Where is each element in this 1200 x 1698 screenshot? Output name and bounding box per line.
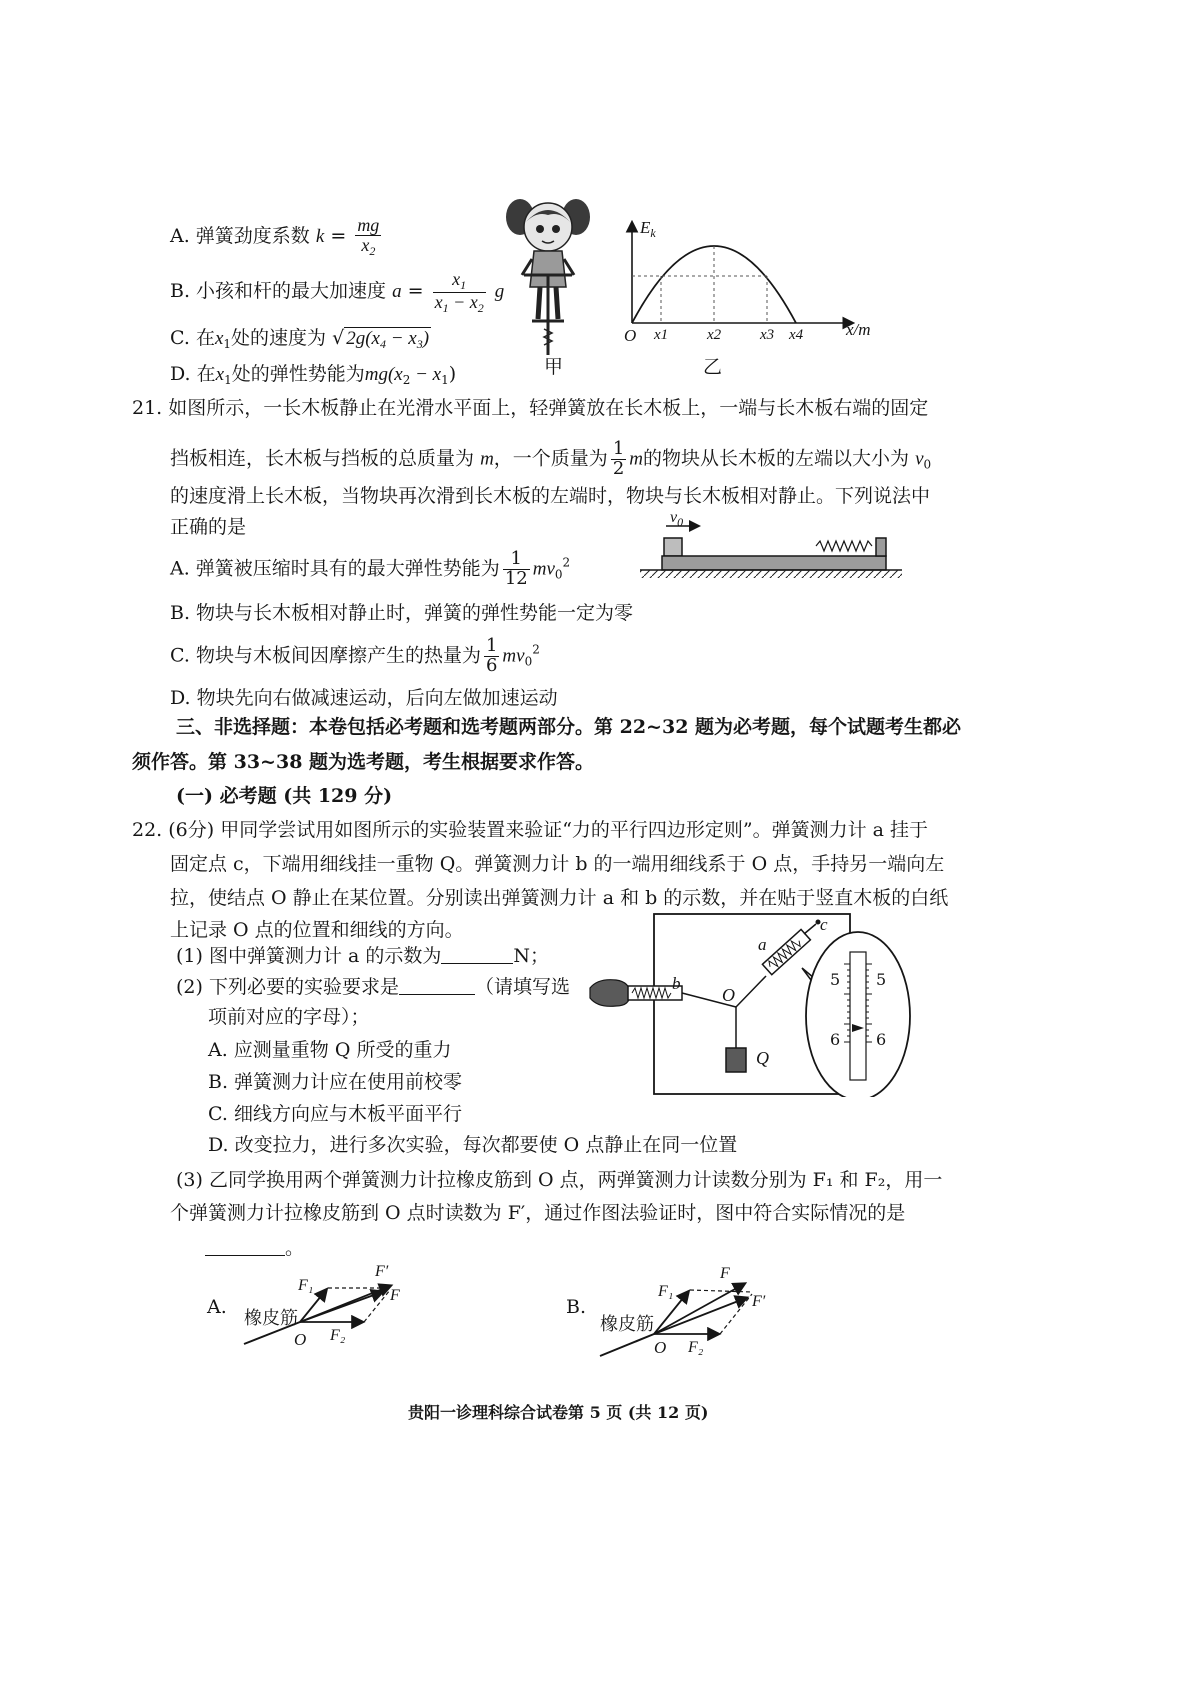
graph-origin: O xyxy=(624,326,637,345)
page-footer: 贵阳一诊理科综合试卷第 5 页 (共 12 页) xyxy=(408,1403,709,1422)
q20-option-d-end: ) xyxy=(448,363,457,385)
q21-option-c xyxy=(170,637,540,676)
choice-a-f-label: F xyxy=(390,1287,400,1304)
choice-a-label: A. xyxy=(207,1296,227,1318)
q20-option-b-eq: = xyxy=(407,280,424,303)
q20-option-c-x: x xyxy=(214,328,224,349)
q20-option-b-den-sub1: 1 xyxy=(442,300,449,315)
q22-part2-line2: 项前对应的字母）； xyxy=(208,1006,370,1028)
q20-option-d-x: x xyxy=(215,364,225,385)
graph-tick-x1: x1 xyxy=(654,327,669,343)
q21-line2-v: v xyxy=(915,448,924,470)
q20-option-b-num-sub: 1 xyxy=(460,278,467,292)
q20-option-d-minus: − x xyxy=(410,364,442,385)
q20-option-c-root-sub1: 4 xyxy=(379,337,386,351)
q21-option-b: B. 物块与长木板相对静止时，弹簧的弹性势能一定为零 xyxy=(170,602,634,624)
choice-a-f2-label: F₂ xyxy=(330,1327,346,1344)
graph-ylabel-e: E xyxy=(640,218,651,237)
figure-label-yi: 乙 xyxy=(703,356,723,378)
q22-option-a: A. 应测量重物 Q 所受的重力 xyxy=(208,1039,452,1061)
q21-option-a-den: 12 xyxy=(504,567,528,589)
q21-line2-m2: m xyxy=(629,448,643,470)
q20-option-b-fraction xyxy=(433,270,486,314)
q21-option-c-fraction xyxy=(484,637,499,676)
q22-part1-post: N； xyxy=(513,945,550,967)
hand-icon xyxy=(590,980,630,1007)
choice-a-fprime-label: F′ xyxy=(375,1263,389,1280)
choice-a-rubber-label: 橡皮筋 xyxy=(244,1308,298,1329)
q21-option-c-expr: mv xyxy=(502,645,525,667)
q20-option-c-root-sub2: 3 xyxy=(416,337,423,351)
q20-option-c-root-mid: − x xyxy=(385,328,417,349)
q20-option-b-den xyxy=(433,293,486,315)
q22-part3-answer xyxy=(205,1237,304,1260)
section3-line1: 三、非选择题：本卷包括必考题和选考题两部分。第 22~32 题为必考题，每个试题考生都必 xyxy=(176,716,962,738)
q21-option-c-den: 6 xyxy=(485,654,498,676)
q20-option-d-pre: D. 在 xyxy=(170,363,216,385)
q22-part2 xyxy=(176,976,570,999)
scale-label-5-left: 5 xyxy=(830,970,841,989)
choice-a-f1-label: F₁ xyxy=(298,1277,314,1294)
q20-option-b-den-sub2: 2 xyxy=(477,300,484,315)
q20-option-a-eq: = xyxy=(330,224,347,247)
graph-tick-x3: x3 xyxy=(760,327,775,343)
figure-label-jia: 甲 xyxy=(544,356,564,378)
spring xyxy=(816,541,872,551)
q21-line3: 的速度滑上长木板，当物块再次滑到长木板的左端时，物块与长木板相对静止。下列说法中 xyxy=(170,485,931,507)
q21-line2-num: 1 xyxy=(612,438,625,459)
q20-option-c-root: 2g(x xyxy=(346,328,380,349)
fig-label-a: a xyxy=(758,935,767,954)
q21-option-a-sup: 2 xyxy=(562,555,571,570)
small-block xyxy=(664,538,682,556)
q22-part3-line2: 个弹簧测力计拉橡皮筋到 O 点时读数为 F′，通过作图法验证时，图中符合实际情况的是 xyxy=(170,1202,906,1224)
graph-ylabel xyxy=(640,218,656,240)
q20-option-b-num xyxy=(433,270,486,293)
q20-option-a xyxy=(170,216,384,257)
q21-option-a xyxy=(170,550,570,589)
choice-b-o-label: O xyxy=(654,1338,667,1357)
q20-option-a-den-sub: 2 xyxy=(369,243,376,258)
board-velocity-sub: 0 xyxy=(677,515,684,529)
choice-b-rubber-band xyxy=(600,1334,654,1356)
section3-subheading: (一) 必考题 (共 129 分) xyxy=(176,785,393,807)
q21-option-c-num: 1 xyxy=(485,635,498,656)
q21-option-c-sup: 2 xyxy=(532,642,540,657)
graph-tick-x2: x2 xyxy=(707,327,722,343)
q21-line2-m: m xyxy=(480,448,494,470)
fig-label-o: O xyxy=(722,985,735,1005)
scale-label-6-left: 6 xyxy=(830,1030,841,1049)
board-velocity-v: v xyxy=(670,509,678,526)
q20-option-c-pre: C. 在 xyxy=(170,327,215,349)
q21-option-a-sub: 0 xyxy=(554,567,563,582)
choice-b-f-label: F xyxy=(720,1265,730,1282)
q22-part3-line1: (3) 乙同学换用两个弹簧测力计拉橡皮筋到 O 点，两弹簧测力计读数分别为 F₁ 和 F₂，用一 xyxy=(176,1169,943,1191)
q22-line1: 22. (6分) 甲同学尝试用如图所示的实验装置来验证“力的平行四边形定则”。弹簧测力计 a 挂于 xyxy=(132,819,929,841)
q21-option-c-sub: 0 xyxy=(524,654,533,669)
weight-q xyxy=(726,1048,746,1072)
q20-option-a-num: mg xyxy=(357,215,380,235)
q21-option-a-expr: mv xyxy=(532,558,555,580)
q20-option-b-den-x1: x xyxy=(434,291,443,312)
q20-option-a-den-x: x xyxy=(361,234,370,255)
scale-label-6-right: 6 xyxy=(876,1030,887,1049)
fig-label-b: b xyxy=(672,974,681,993)
q20-option-c-mid: 处的速度为 xyxy=(231,327,327,349)
q21-line2 xyxy=(170,440,931,479)
long-board xyxy=(662,556,886,570)
q20-option-a-den xyxy=(355,236,381,258)
graph-xlabel: x/m xyxy=(846,320,871,339)
q20-option-c-root-end: ) xyxy=(422,328,430,349)
q20-option-d-x-sub: 1 xyxy=(224,373,232,387)
choice-b-label: B. xyxy=(566,1296,587,1318)
q22-option-c: C. 细线方向应与木板平面平行 xyxy=(208,1103,462,1125)
q21-option-d: D. 物块先向右做减速运动，后向左做加速运动 xyxy=(170,687,558,709)
q21-line4: 正确的是 xyxy=(170,516,247,538)
q21-line2-post: 的物块从长木板的左端以大小为 xyxy=(643,447,910,470)
choice-b-rubber-label: 橡皮筋 xyxy=(600,1314,654,1335)
fig-label-q: Q xyxy=(756,1048,769,1068)
q20-option-c-x-sub: 1 xyxy=(223,337,232,351)
q20-option-b-num-x: x xyxy=(452,269,461,289)
fixed-baffle xyxy=(876,538,886,556)
q22-option-d: D. 改变拉力，进行多次实验，每次都要使 O 点静止在同一位置 xyxy=(208,1134,738,1156)
graph-ylabel-sub: k xyxy=(650,226,656,240)
q21-option-a-fraction xyxy=(503,550,530,589)
board-velocity-label xyxy=(670,508,683,529)
q21-line2-den: 2 xyxy=(612,457,625,479)
q20-option-a-k: k xyxy=(315,225,325,247)
graph-tick-x4: x4 xyxy=(789,327,804,343)
q21-line2-mid: ，一个质量为 xyxy=(493,447,608,470)
q22-part3-blank[interactable] xyxy=(205,1237,285,1256)
section3-line2: 须作答。第 33~38 题为选考题，考生根据要求作答。 xyxy=(132,751,595,773)
q22-part1-blank[interactable] xyxy=(441,945,513,964)
choice-b-f1-label: F₁ xyxy=(658,1283,674,1300)
q20-option-c-sqrt-sign: √ xyxy=(332,327,345,349)
q22-part1 xyxy=(176,945,549,968)
q21-option-a-pre: A. 弹簧被压缩时具有的最大弹性势能为 xyxy=(170,557,500,580)
fig-label-c: c xyxy=(820,915,828,934)
q21-line2-v-sub: 0 xyxy=(923,457,932,472)
q22-part3-end: 。 xyxy=(285,1237,305,1259)
scale-label-5-right: 5 xyxy=(876,970,887,989)
q22-option-b: B. 弹簧测力计应在使用前校零 xyxy=(208,1071,463,1093)
q20-option-d-sub2: 1 xyxy=(441,373,449,387)
q20-option-a-fraction xyxy=(355,216,381,257)
q22-part2-post: （请填写选 xyxy=(474,976,570,998)
q20-option-b-text: B. 小孩和杆的最大加速度 xyxy=(170,280,387,303)
q20-option-d-expr: mg(x xyxy=(364,364,403,385)
pogo-child-illustration xyxy=(500,195,595,360)
q21-option-a-num: 1 xyxy=(503,550,530,570)
q21-line1: 21. 如图所示，一长木板静止在光滑水平面上，轻弹簧放在长木板上，一端与长木板右端的固定 xyxy=(132,397,929,419)
q22-line4: 上记录 O 点的位置和细线的方向。 xyxy=(170,919,464,941)
choice-b-f2-label: F₂ xyxy=(688,1339,704,1356)
q21-line2-pre: 挡板相连，长木板与挡板的总质量为 xyxy=(170,447,475,470)
ground-hatch xyxy=(640,570,902,578)
q20-option-d xyxy=(170,363,456,387)
q20-option-a-text: A. 弹簧劲度系数 xyxy=(170,224,310,247)
choice-b-fprime-label: F′ xyxy=(752,1293,766,1310)
q20-option-c-sqrt xyxy=(344,327,431,349)
q22-part2-pre: (2) 下列必要的实验要求是 xyxy=(176,976,399,998)
q22-part2-blank[interactable] xyxy=(399,976,475,995)
q22-part1-pre: (1) 图中弹簧测力计 a 的示数为 xyxy=(176,945,442,967)
q20-option-b-g: g xyxy=(494,281,505,303)
choice-a-o-label: O xyxy=(294,1330,307,1349)
q21-line2-fraction xyxy=(611,440,626,479)
q21-option-c-pre: C. 物块与木板间因摩擦产生的热量为 xyxy=(170,644,481,667)
q20-option-b xyxy=(170,270,504,314)
q20-option-c xyxy=(170,327,431,351)
q22-line3: 拉，使结点 O 静止在某位置。分别读出弹簧测力计 a 和 b 的示数，并在贴于竖直木板的白纸 xyxy=(170,887,949,909)
q20-option-b-a: a xyxy=(392,281,402,303)
q22-line2: 固定点 c，下端用细线挂一重物 Q。弹簧测力计 b 的一端用细线系于 O 点，手持另一端向左 xyxy=(170,853,945,875)
q20-option-d-mid: 处的弹性势能为 xyxy=(231,363,365,385)
q20-option-b-den-minus: − x xyxy=(448,291,478,312)
q20-option-d-sub1: 2 xyxy=(402,373,411,387)
